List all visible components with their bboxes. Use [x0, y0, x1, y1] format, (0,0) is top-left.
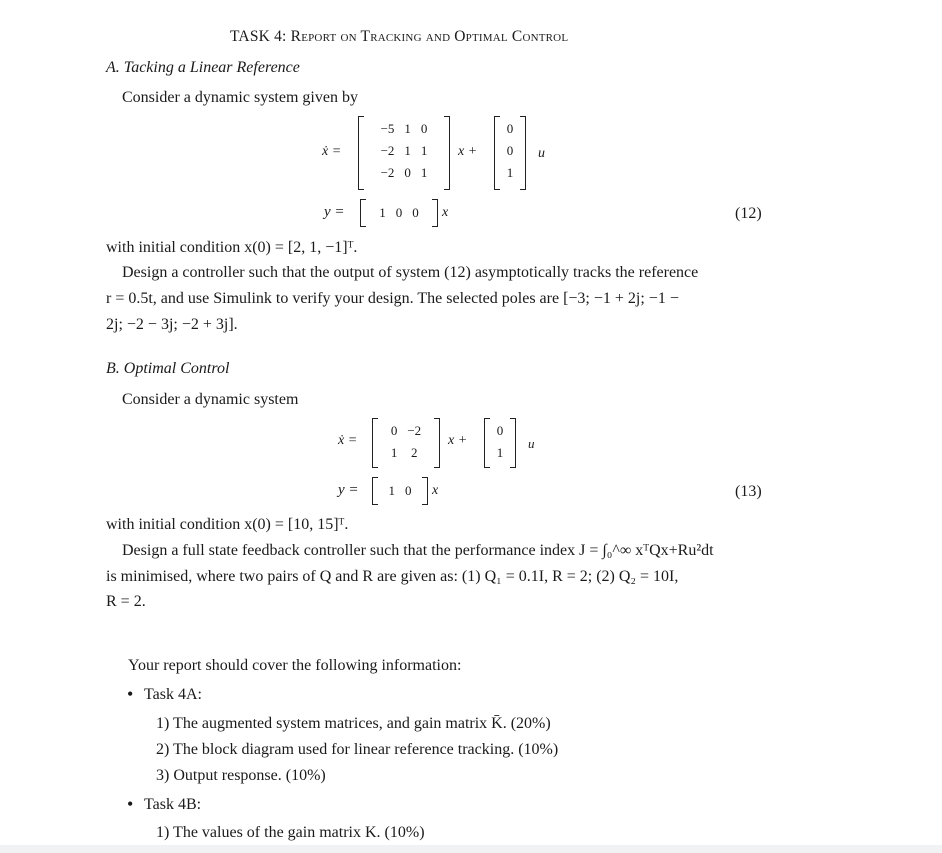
section-b-y-eq: y = — [338, 482, 359, 498]
title-prefix: TASK 4: — [230, 28, 291, 45]
task-4a-item-2: 2) The block diagram used for linear reference tracking. (10%) — [156, 741, 559, 758]
b-a11: 0 — [390, 423, 398, 438]
task-4a-label: Task 4A: — [144, 686, 202, 703]
bottom-scroll-area — [0, 845, 942, 853]
section-b-design-line-3: R = 2. — [106, 593, 146, 610]
section-b-c-row — [372, 477, 428, 505]
a-a31: −2 — [380, 165, 395, 180]
a-c3: 0 — [412, 205, 419, 220]
section-a-b-vector — [494, 116, 526, 190]
a-a22: 1 — [404, 143, 411, 158]
task-4a-item-1: 1) The augmented system matrices, and gain matrix K̄. (20%) — [156, 715, 551, 732]
a-c1: 1 — [379, 205, 386, 220]
section-b-xdot-label: ẋ = — [338, 433, 358, 448]
task-4b-item-1: 1) The values of the gain matrix K. (10%) — [156, 824, 425, 841]
section-a-y-eq: y = — [324, 204, 345, 220]
section-a-heading: A. Tacking a Linear Reference — [106, 59, 300, 76]
section-a-x-tail: x — [442, 205, 449, 220]
b-c2: 0 — [405, 483, 412, 498]
equation-number-13: (13) — [735, 483, 762, 500]
a-a33: 1 — [420, 165, 428, 180]
a-b2: 0 — [506, 143, 514, 158]
task-4a-item-3: 3) Output response. (10%) — [156, 767, 326, 784]
section-a-xdot-label: ẋ = — [322, 144, 342, 159]
section-a-a-matrix — [358, 116, 450, 190]
b-b2: 1 — [496, 445, 504, 460]
section-a-c-row — [360, 199, 438, 227]
section-b-x-plus: x + — [448, 433, 468, 448]
page-title — [230, 28, 568, 46]
a-a13: 0 — [420, 121, 428, 136]
section-a-design-line-3: 2j; −2 − 3j; −2 + 3j]. — [106, 316, 238, 333]
section-b-u: u — [528, 436, 535, 451]
a-a11: −5 — [380, 121, 395, 136]
b-a21: 1 — [390, 445, 398, 460]
equation-number-12: (12) — [735, 205, 762, 222]
b-b1: 0 — [496, 423, 504, 438]
bullet-icon: • — [127, 684, 134, 704]
bullet-icon: • — [127, 794, 134, 814]
section-b-design-line-2: is minimised, where two pairs of Q and R are given as: (1) Q₁ = 0.1I, R = 2; (2) Q₂ = 10I, — [106, 568, 679, 585]
section-a-initial-condition: with initial condition x(0) = [2, 1, −1]ᵀ. — [106, 239, 358, 256]
section-a-design-line-1: Design a controller such that the output of system (12) asymptotically tracks the reference — [122, 264, 699, 281]
section-a-intro: Consider a dynamic system given by — [122, 89, 358, 106]
section-b-intro: Consider a dynamic system — [122, 391, 299, 408]
b-a12: −2 — [407, 423, 422, 438]
report-intro: Your report should cover the following information: — [128, 657, 462, 674]
section-a-design-line-2: r = 0.5t, and use Simulink to verify your design. The selected poles are [−3; −1 + 2j; −1 − — [106, 290, 679, 307]
a-a32: 0 — [404, 165, 411, 180]
a-b3: 1 — [506, 165, 514, 180]
section-b-initial-condition: with initial condition x(0) = [10, 15]ᵀ. — [106, 516, 349, 533]
a-a21: −2 — [380, 143, 395, 158]
a-b1: 0 — [506, 121, 514, 136]
a-a23: 1 — [420, 143, 428, 158]
section-a-u: u — [538, 146, 545, 161]
b-c1: 1 — [388, 483, 395, 498]
a-a12: 1 — [404, 121, 411, 136]
a-c2: 0 — [395, 205, 403, 220]
section-b-b-vector — [484, 418, 516, 468]
section-b-design-line-1: Design a full state feedback controller such that the performance index J = ∫₀^∞ xᵀQx+Ru²dt — [122, 542, 714, 559]
section-a-x-plus: x + — [458, 144, 478, 159]
section-b-heading: B. Optimal Control — [106, 360, 230, 377]
title-text: Report on Tracking and Optimal Control — [290, 28, 569, 45]
section-b-a-matrix — [372, 418, 440, 468]
task-4b-label: Task 4B: — [144, 796, 202, 813]
section-b-x-tail: x — [432, 483, 439, 498]
b-a22: 2 — [411, 445, 418, 460]
